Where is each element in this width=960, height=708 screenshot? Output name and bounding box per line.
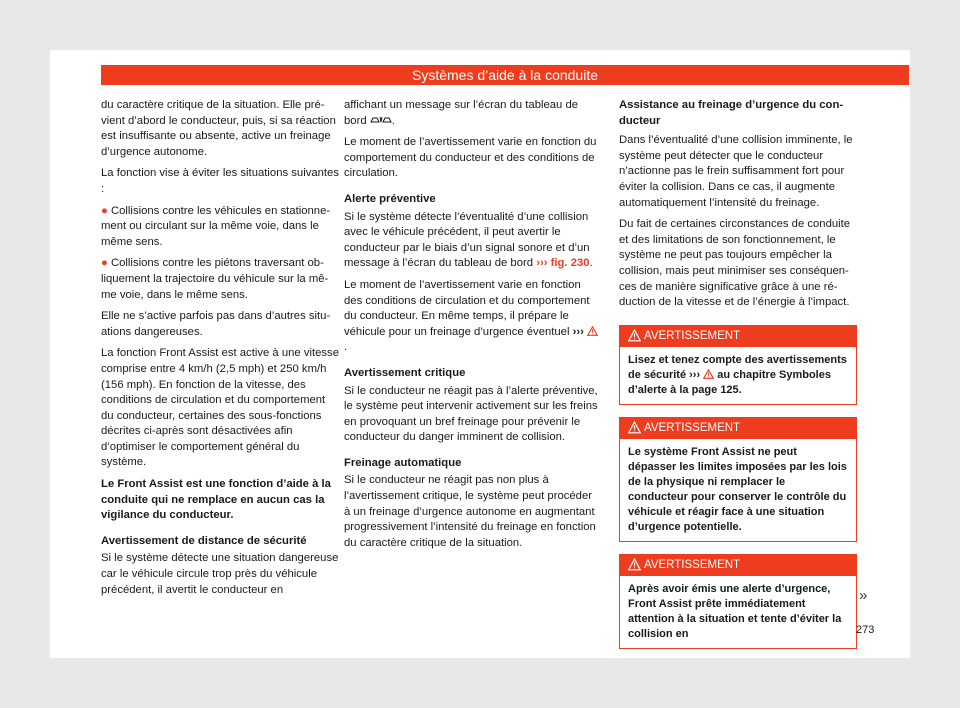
cross-reference-arrow[interactable]: ››› bbox=[572, 325, 584, 338]
warning-box bbox=[619, 417, 857, 542]
warning-title: AVERTISSEMENT bbox=[644, 329, 741, 342]
paragraph: La fonction Front Assist est active à une vitesse comprise entre 4 km/h (2,5 mph) et 250 km/h (156 mph). En fonction de la vitesse, des conditions de circulation et du comportement du conducteur, certaines des sous-fonctions décrites ci-après sont désactivées afin d’optimiser le comportement général du système. bbox=[101, 347, 339, 469]
paragraph: Dans l’éventualité d’une collision imminente, le système peut détecter que le conducteur n’actionne pas le frein suffisamment fort pour éviter la collision. Dans ce cas, il augmente automatiquement l’intensité du freinage. bbox=[619, 134, 853, 209]
warning-header bbox=[620, 326, 856, 347]
subheading: Assistance au freinage d’urgence du conducteur bbox=[619, 99, 844, 127]
subheading: Avertissement de distance de sécurité bbox=[101, 534, 307, 547]
emphasis-paragraph: Le Front Assist est une fonction d’aide à la conduite qui ne remplace en aucun cas la vigilance du conducteur. bbox=[101, 478, 331, 522]
warning-triangle-icon bbox=[628, 558, 641, 571]
page-number: 273 bbox=[856, 624, 875, 636]
warning-title: AVERTISSEMENT bbox=[644, 558, 741, 571]
paragraph: affichant un message sur l’écran du tableau de bord . bbox=[344, 99, 579, 127]
warning-triangle-icon bbox=[703, 369, 714, 379]
warning-text-part: au chapitre Symboles d’alerte à la page 125. bbox=[628, 368, 831, 396]
paragraph: du caractère critique de la situation. Elle prévient d’abord le conducteur, puis, si sa réaction est insuffisante ou absente, active un freinage d’urgence autonome. bbox=[101, 99, 336, 158]
warning-text-part: Lisez et tenez compte des avertissements de sécurité ››› bbox=[628, 353, 847, 381]
bullet-item bbox=[101, 204, 339, 251]
warning-text: Le système Front Assist ne peut dépasser les limites imposées par les lois de la physique ni remplacer le conducteur pour conserver le contrôle du véhicule et réagir face à une situation d’urgence potentielle. bbox=[628, 445, 847, 533]
paragraph: La fonction vise à éviter les situations suivantes : bbox=[101, 167, 339, 195]
bullet-text: Collisions contre les piétons traversant obliquement la trajectoire du véhicule sur la même voie, dans le même sens. bbox=[101, 257, 329, 301]
warning-triangle-icon bbox=[628, 421, 641, 434]
paragraph-text: Si le système détecte l’éventualité d’une collision avec le véhicule précédent, il peut avertir le conducteur par le biais d’un signal sonore et d’un message à l’écran du tableau de bord bbox=[344, 210, 590, 270]
paragraph: Si le conducteur ne réagit pas à l’alerte préventive, le système peut intervenir activement sur les freins en provoquant un bref freinage pour prévenir le conducteur du danger imminent de collision. bbox=[344, 384, 598, 444]
paragraph: Si le système détecte l’éventualité d’une collision avec le véhicule précédent, il peut avertir le conducteur par le biais d’un signal sonore et d’un message à l’écran du tableau de bord ››› fig. 230. bbox=[344, 210, 593, 270]
warning-text: Après avoir émis une alerte d’urgence, Front Assist prête immédiatement attention à la situation et tente d’éviter la collision en bbox=[628, 582, 842, 640]
warning-triangle-icon bbox=[628, 329, 641, 342]
subheading: Alerte préventive bbox=[344, 192, 436, 205]
paragraph: Le moment de l’avertissement varie en fonction des conditions de circulation et du comportement du conducteur. En même temps, il prépare le véhicule pour un freinage d’urgence éventuel ››› . bbox=[344, 278, 601, 356]
paragraph: Si le conducteur ne réagit pas non plus à l’avertissement critique, le système peut procéder à un freinage d’urgence autonome en augmentant progressivement l’intensité du freinage en fonction du caractère critique de la situation. bbox=[344, 474, 596, 549]
paragraph: Si le système détecte une situation dangereuse car le véhicule circule trop près du véhicule précédent, il avertit le conducteur en bbox=[101, 552, 339, 596]
manual-page bbox=[50, 50, 910, 658]
warning-box bbox=[619, 554, 857, 649]
column-left bbox=[101, 98, 339, 604]
continue-marker: » bbox=[859, 587, 868, 604]
subheading: Avertissement critique bbox=[344, 366, 466, 379]
column-middle bbox=[344, 98, 601, 557]
paragraph: Du fait de certaines circonstances de conduite et des limitations de son fonctionnement, le système ne peut pas toujours empêcher la collision, mais peut minimiser ses conséquences de manière significative grâce à une réduction de la vitesse et de l’énergie à l’impact. bbox=[619, 218, 851, 309]
vehicle-distance-icon bbox=[370, 115, 392, 124]
bullet-item bbox=[101, 256, 339, 303]
paragraph: Elle ne s’active parfois pas dans d’autres situations dangereuses. bbox=[101, 310, 331, 338]
warning-title: AVERTISSEMENT bbox=[644, 421, 741, 434]
warning-text bbox=[620, 347, 856, 404]
bullet-icon: ● bbox=[101, 204, 108, 217]
column-right bbox=[619, 98, 857, 649]
paragraph: Le moment de l’avertissement varie en fonction du comportement du conducteur et des conditions de circulation. bbox=[344, 136, 597, 180]
warning-box bbox=[619, 325, 857, 405]
paragraph-text: Le moment de l’avertissement varie en fonction des conditions de circulation et du comportement du conducteur. En même temps, il prépare le véhicule pour un freinage d’urgence éventuel bbox=[344, 278, 590, 338]
subheading: Freinage automatique bbox=[344, 456, 462, 469]
paragraph-text: affichant un message sur l’écran du tableau de bord bbox=[344, 99, 579, 127]
bullet-text: Collisions contre les véhicules en stationnement ou circulant sur la même voie, dans le même sens. bbox=[101, 204, 331, 248]
figure-link[interactable]: ››› fig. 230 bbox=[536, 257, 590, 270]
section-header: Systèmes d’aide à la conduite bbox=[101, 65, 909, 85]
warning-header bbox=[620, 555, 856, 576]
warning-triangle-icon bbox=[587, 326, 598, 336]
warning-header bbox=[620, 418, 856, 439]
bullet-icon: ● bbox=[101, 257, 108, 270]
